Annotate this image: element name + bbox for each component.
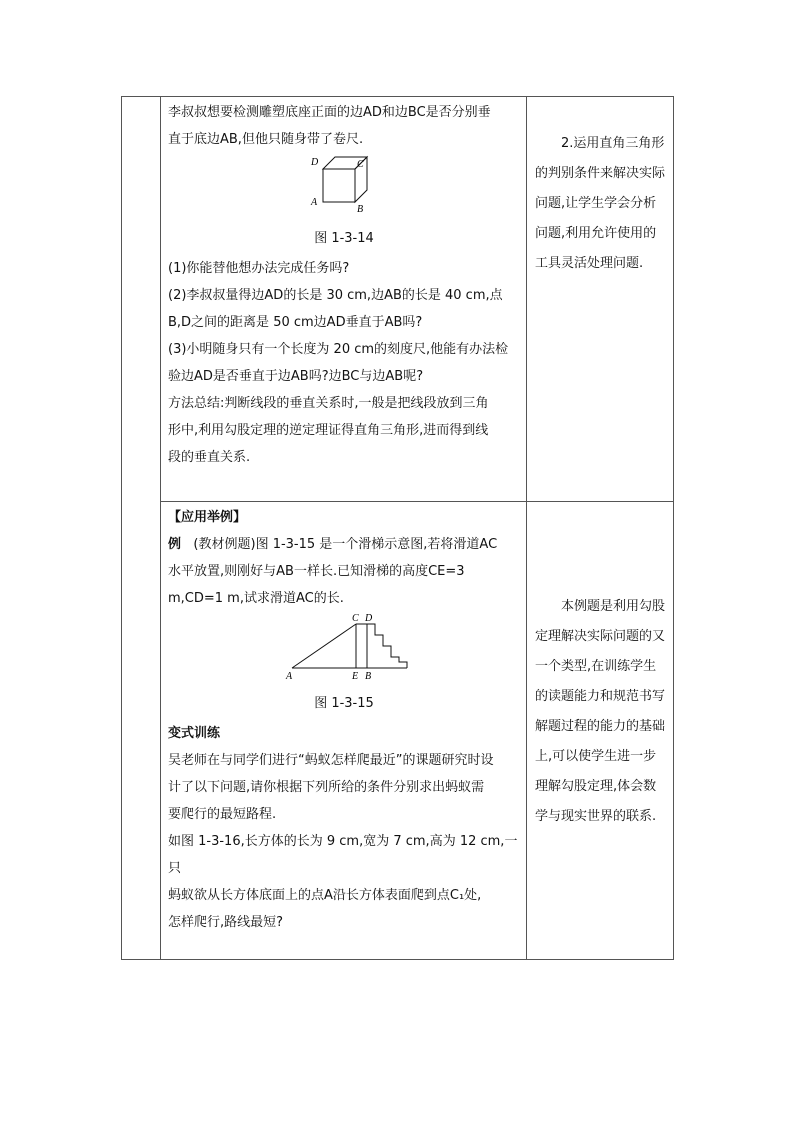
table-row (122, 97, 674, 502)
cube-label-b: B (357, 204, 364, 215)
variant-line-1: 吴老师在与同学们进行“蚂蚁怎样爬最近”的课题研究时设 (168, 753, 494, 768)
figure-caption-1-3-15: 图 1-3-15 (314, 696, 374, 711)
example-line-1 (168, 531, 520, 558)
variant-line-3: 要爬行的最短路程. (168, 807, 277, 822)
slide-label-a: A (286, 671, 293, 680)
question-3-line-1: (3)小明随身只有一个长度为 20 cm的刻度尺,他能有办法检 (168, 342, 509, 357)
table-row (122, 502, 674, 960)
variant-line-2: 计了以下问题,请你根据下列所给的条件分别求出蚂蚁需 (168, 780, 485, 795)
lesson-table (121, 96, 674, 960)
side-note-cell (527, 97, 674, 502)
summary-line-2: 形中,利用勾股定理的逆定理证得直角三角形,进而得到线 (168, 423, 489, 438)
side-note-2: 本例题是利用勾股定理解决实际问题的又一个类型,在训练学生的读题能力和规范书写解题过程的能力的基础上,可以使学生进一步理解勾股定理,体会数学与现实世界的联系. (535, 599, 666, 824)
question-2-line-2: B,D之间的距离是 50 cm边AD垂直于AB吗? (168, 315, 423, 330)
summary-line-3: 段的垂直关系. (168, 450, 251, 465)
slide-label-d: D (365, 613, 373, 624)
empty-left-cell (122, 97, 161, 960)
variant-title: 变式训练 (168, 726, 221, 741)
variant-line-6: 怎样爬行,路线最短? (168, 915, 284, 930)
cube-label-c: C (357, 159, 364, 170)
example-line-3: m,CD=1 m,试求滑道AC的长. (168, 591, 344, 606)
example-line-2: 水平放置,则刚好与AB一样长.已知滑梯的高度CE=3 (168, 564, 465, 579)
side-note-cell (527, 502, 674, 960)
main-content-cell (161, 97, 527, 502)
question-3-line-2: 验边AD是否垂直于边AB吗?边BC与边AB呢? (168, 369, 424, 384)
summary-line-1: 方法总结:判断线段的垂直关系时,一般是把线段放到三角 (168, 396, 489, 411)
question-1: (1)你能替他想办法完成任务吗? (168, 261, 350, 276)
question-2-line-1: (2)李叔叔量得边AD的长是 30 cm,边AB的长是 40 cm,点 (168, 288, 503, 303)
intro-line-1: 李叔叔想要检测雕塑底座正面的边AD和边BC是否分别垂 (168, 105, 491, 120)
main-content-cell (161, 502, 527, 960)
slide-diagram (280, 612, 408, 680)
variant-line-4: 如图 1-3-16,长方体的长为 9 cm,宽为 7 cm,高为 12 cm,一只 (168, 834, 518, 876)
cube-figure (168, 153, 520, 225)
cube-label-a: A (311, 197, 318, 208)
intro-line-2: 直于底边AB,但他只随身带了卷尺. (168, 132, 364, 147)
side-note-1: 2.运用直角三角形的判别条件来解决实际问题,让学生学会分析问题,利用允许使用的工具灵活处理问题. (535, 136, 666, 271)
example-label: 例 (168, 537, 182, 552)
cube-diagram (309, 153, 379, 215)
slide-label-b: B (365, 671, 372, 680)
slide-label-e: E (352, 671, 359, 680)
figure-caption-1-3-14: 图 1-3-14 (314, 231, 374, 246)
variant-line-5: 蚂蚁欲从长方体底面上的点A沿长方体表面爬到点C₁处, (168, 888, 482, 903)
slide-label-c: C (352, 613, 359, 624)
example-text-1: (教材例题)图 1-3-15 是一个滑梯示意图,若将滑道AC (193, 537, 498, 552)
slide-figure (168, 612, 520, 690)
section-title: 【应用举例】 (168, 510, 247, 525)
cube-label-d: D (311, 157, 319, 168)
